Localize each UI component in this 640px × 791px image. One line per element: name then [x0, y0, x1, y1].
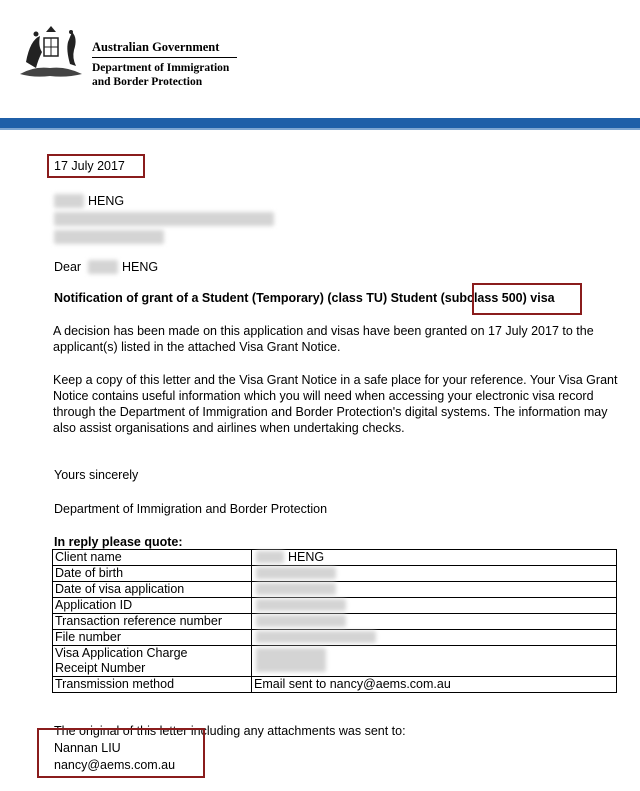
contact-email: nancy@aems.com.au — [54, 758, 176, 772]
header-band — [0, 118, 640, 128]
quote-title: In reply please quote: — [54, 535, 183, 549]
row-value-transmission-method: Email sent to nancy@aems.com.au — [252, 677, 617, 693]
redacted-value — [256, 567, 336, 579]
department-line-2: and Border Protection — [92, 76, 203, 88]
reference-table — [52, 549, 617, 693]
row-label-transaction-reference: Transaction reference number — [53, 614, 252, 630]
sent-to-text: The original of this letter including any attachments was sent to: — [54, 724, 406, 738]
row-label-application-id: Application ID — [53, 598, 252, 614]
coat-of-arms-icon — [16, 22, 86, 84]
salutation: Dear — [54, 260, 82, 274]
table-row — [53, 598, 617, 614]
table-row — [53, 646, 617, 677]
redacted-value — [256, 615, 346, 627]
client-name-value: HENG — [288, 550, 325, 564]
row-value-application-id — [252, 598, 617, 614]
redacted-value — [256, 648, 326, 672]
table-row — [53, 566, 617, 582]
redacted-salutation-name — [88, 260, 118, 274]
contact-name: Nannan LIU — [54, 741, 121, 755]
table-row — [53, 677, 617, 693]
row-label-transmission-method: Transmission method — [53, 677, 252, 693]
redacted-value — [256, 599, 346, 611]
redacted-address-line-2 — [54, 230, 164, 244]
row-value-file-number — [252, 630, 617, 646]
closing: Yours sincerely — [54, 468, 139, 482]
row-value-date-of-application — [252, 582, 617, 598]
row-label-file-number: File number — [53, 630, 252, 646]
header-band-thin — [0, 128, 640, 130]
subclass-highlight-box — [472, 283, 582, 315]
table-row — [53, 630, 617, 646]
redacted-name — [54, 194, 84, 208]
header-divider — [92, 57, 237, 58]
redacted-address-line-1 — [54, 212, 274, 226]
paragraph-decision: A decision has been made on this application and visas have been granted on 17 July 2017 to the applicant(s) listed in the attached Visa Grant Notice. — [53, 324, 594, 354]
table-row — [53, 614, 617, 630]
letter-date: 17 July 2017 — [54, 159, 125, 173]
row-label-receipt-number — [53, 646, 252, 677]
department-line-1: Department of Immigration — [92, 62, 230, 74]
paragraph-keep-copy: Keep a copy of this letter and the Visa Grant Notice in a safe place for your reference. Your Visa Grant Notice contains useful information which you will need when accessing your electronic visa record through the Department of Immigration and Border Protection's digital systems. The information may also assist organisations and airlines when undertaking checks. — [53, 373, 618, 435]
government-name: Australian Government — [92, 40, 220, 54]
subject-end: visa — [530, 291, 555, 305]
row-value-date-of-birth — [252, 566, 617, 582]
row-label-date-of-application: Date of visa application — [53, 582, 252, 598]
table-row — [53, 582, 617, 598]
row-value-receipt-number — [252, 646, 617, 677]
redacted-value — [256, 583, 336, 595]
redacted-value — [256, 631, 376, 643]
contact-highlight-box — [37, 728, 205, 778]
row-label-date-of-birth: Date of birth — [53, 566, 252, 582]
table-row — [53, 550, 617, 566]
recipient-name: HENG — [88, 194, 125, 208]
subject-main: Notification of grant of a Student (Temporary) (class TU) Student — [54, 291, 438, 305]
receipt-label-line-2: Receipt Number — [55, 661, 146, 675]
subject-subclass: (subclass 500) — [440, 291, 527, 305]
letterhead — [0, 0, 640, 118]
row-value-client-name — [252, 550, 617, 566]
redacted-value — [256, 551, 284, 563]
signature: Department of Immigration and Border Protection — [54, 502, 328, 516]
department-name — [92, 61, 229, 89]
row-value-transaction-reference — [252, 614, 617, 630]
salutation-name: HENG — [122, 260, 159, 274]
receipt-label-line-1: Visa Application Charge — [55, 646, 188, 660]
row-label-client-name: Client name — [53, 550, 252, 566]
